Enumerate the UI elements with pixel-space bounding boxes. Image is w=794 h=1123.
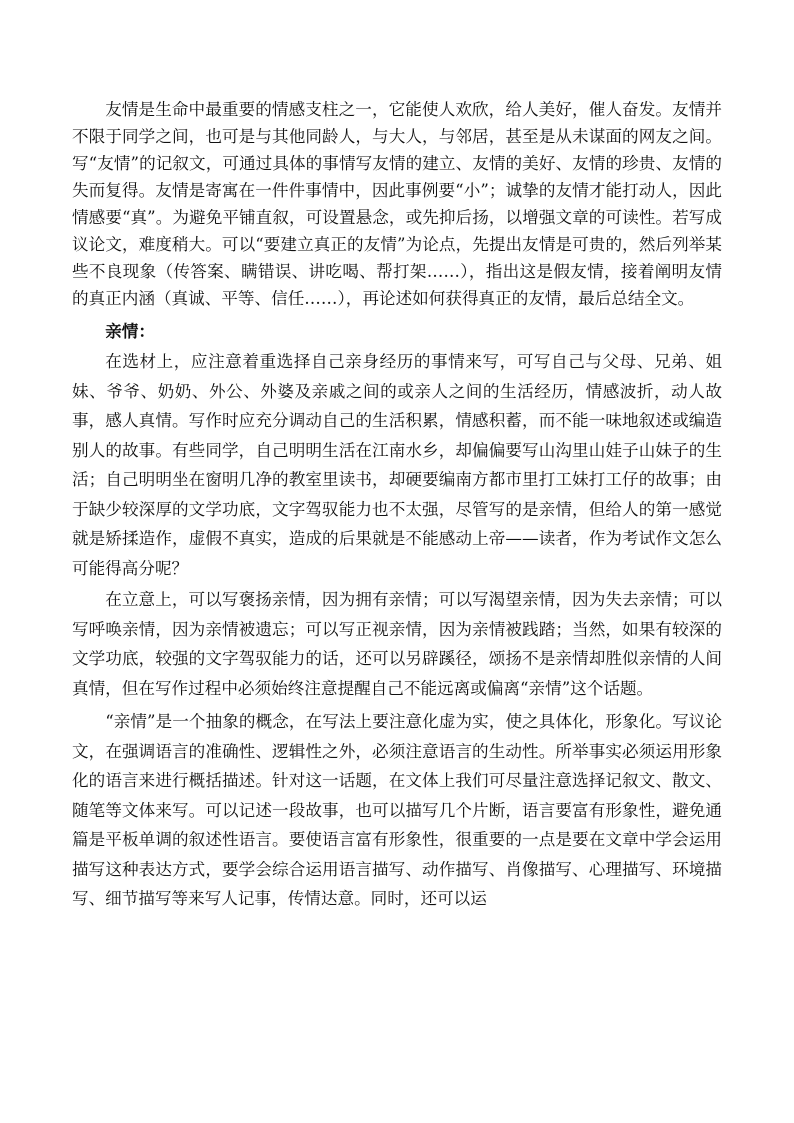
paragraph-family-theme: 在立意上，可以写褒扬亲情，因为拥有亲情；可以写渴望亲情，因为失去亲情；可以写呼唤亲情，因为亲情被遗忘；可以写正视亲情，因为亲情被践踏；当然，如果有较深的文学功底，较强的文字驾驭能力的话，还可以另辟蹊径，颂扬不是亲情却胜似亲情的人间真情，但在写作过程中必须始终注意提醒自己不能远离或偏离“亲情”这个话题。 [72, 590, 722, 698]
document-page [72, 96, 722, 914]
section-heading-family: 亲情： [105, 321, 155, 341]
paragraph-friendship: 友情是生命中最重要的情感支柱之一，它能使人欢欣，给人美好，催人奋发。友情并不限于同学之间，也可是与其他同龄人，与大人，与邻居，甚至是从未谋面的网友之间。写“友情”的记叙文，可通过具体的事情写友情的建立、友情的美好、友情的珍贵、友情的失而复得。友情是寄寓在一件件事情中，因此事例要“小”；诚挚的友情才能打动人，因此情感要“真”。为避免平铺直叙，可设置悬念，或先抑后扬，以增强文章的可读性。若写成议论文，难度稍大。可以“要建立真正的友情”为论点，先提出友情是可贵的，然后列举某些不良现象（传答案、瞒错误、讲吃喝、帮打架……），指出这是假友情，接着阐明友情的真正内涵（真诚、平等、信任……），再论述如何获得真正的友情，最后总结全文。 [72, 100, 722, 308]
paragraph-family-method: “亲情”是一个抽象的概念，在写法上要注意化虚为实，使之具体化，形象化。写议论文，在强调语言的准确性、逻辑性之外，必须注意语言的生动性。所举事实必须运用形象化的语言来进行概括描述。针对这一话题，在文体上我们可尽量注意选择记叙文、散文、随笔等文体来写。可以记述一段故事，也可以描写几个片断，语言要富有形象性，避免通篇是平板单调的叙述性语言。要使语言富有形象性，很重要的一点是要在文章中学会运用描写这种表达方式，要学会综合运用语言描写、动作描写、肖像描写、心理描写、环境描写、细节描写等来写人记事，传情达意。同时，还可以运 [72, 712, 722, 908]
paragraph-family-material: 在选材上，应注意着重选择自己亲身经历的事情来写，可写自己与父母、兄弟、姐妹、爷爷、奶奶、外公、外婆及亲戚之间的或亲人之间的生活经历，情感波折，动人故事，感人真情。写作时应充分调动自己的生活积累，情感积蓄，而不能一味地叙述或编造别人的故事。有些同学，自己明明生活在江南水乡，却偏偏要写山沟里山娃子山妹子的生活；自己明明坐在窗明几净的教室里读书，却硬要编南方都市里打工妹打工仔的故事；由于缺少较深厚的文学功底，文字驾驭能力也不太强，尽管写的是亲情，但给人的第一感觉就是矫揉造作，虚假不真实，造成的后果就是不能感动上帝——读者，作为考试作文怎么可能得高分呢？ [72, 352, 722, 578]
